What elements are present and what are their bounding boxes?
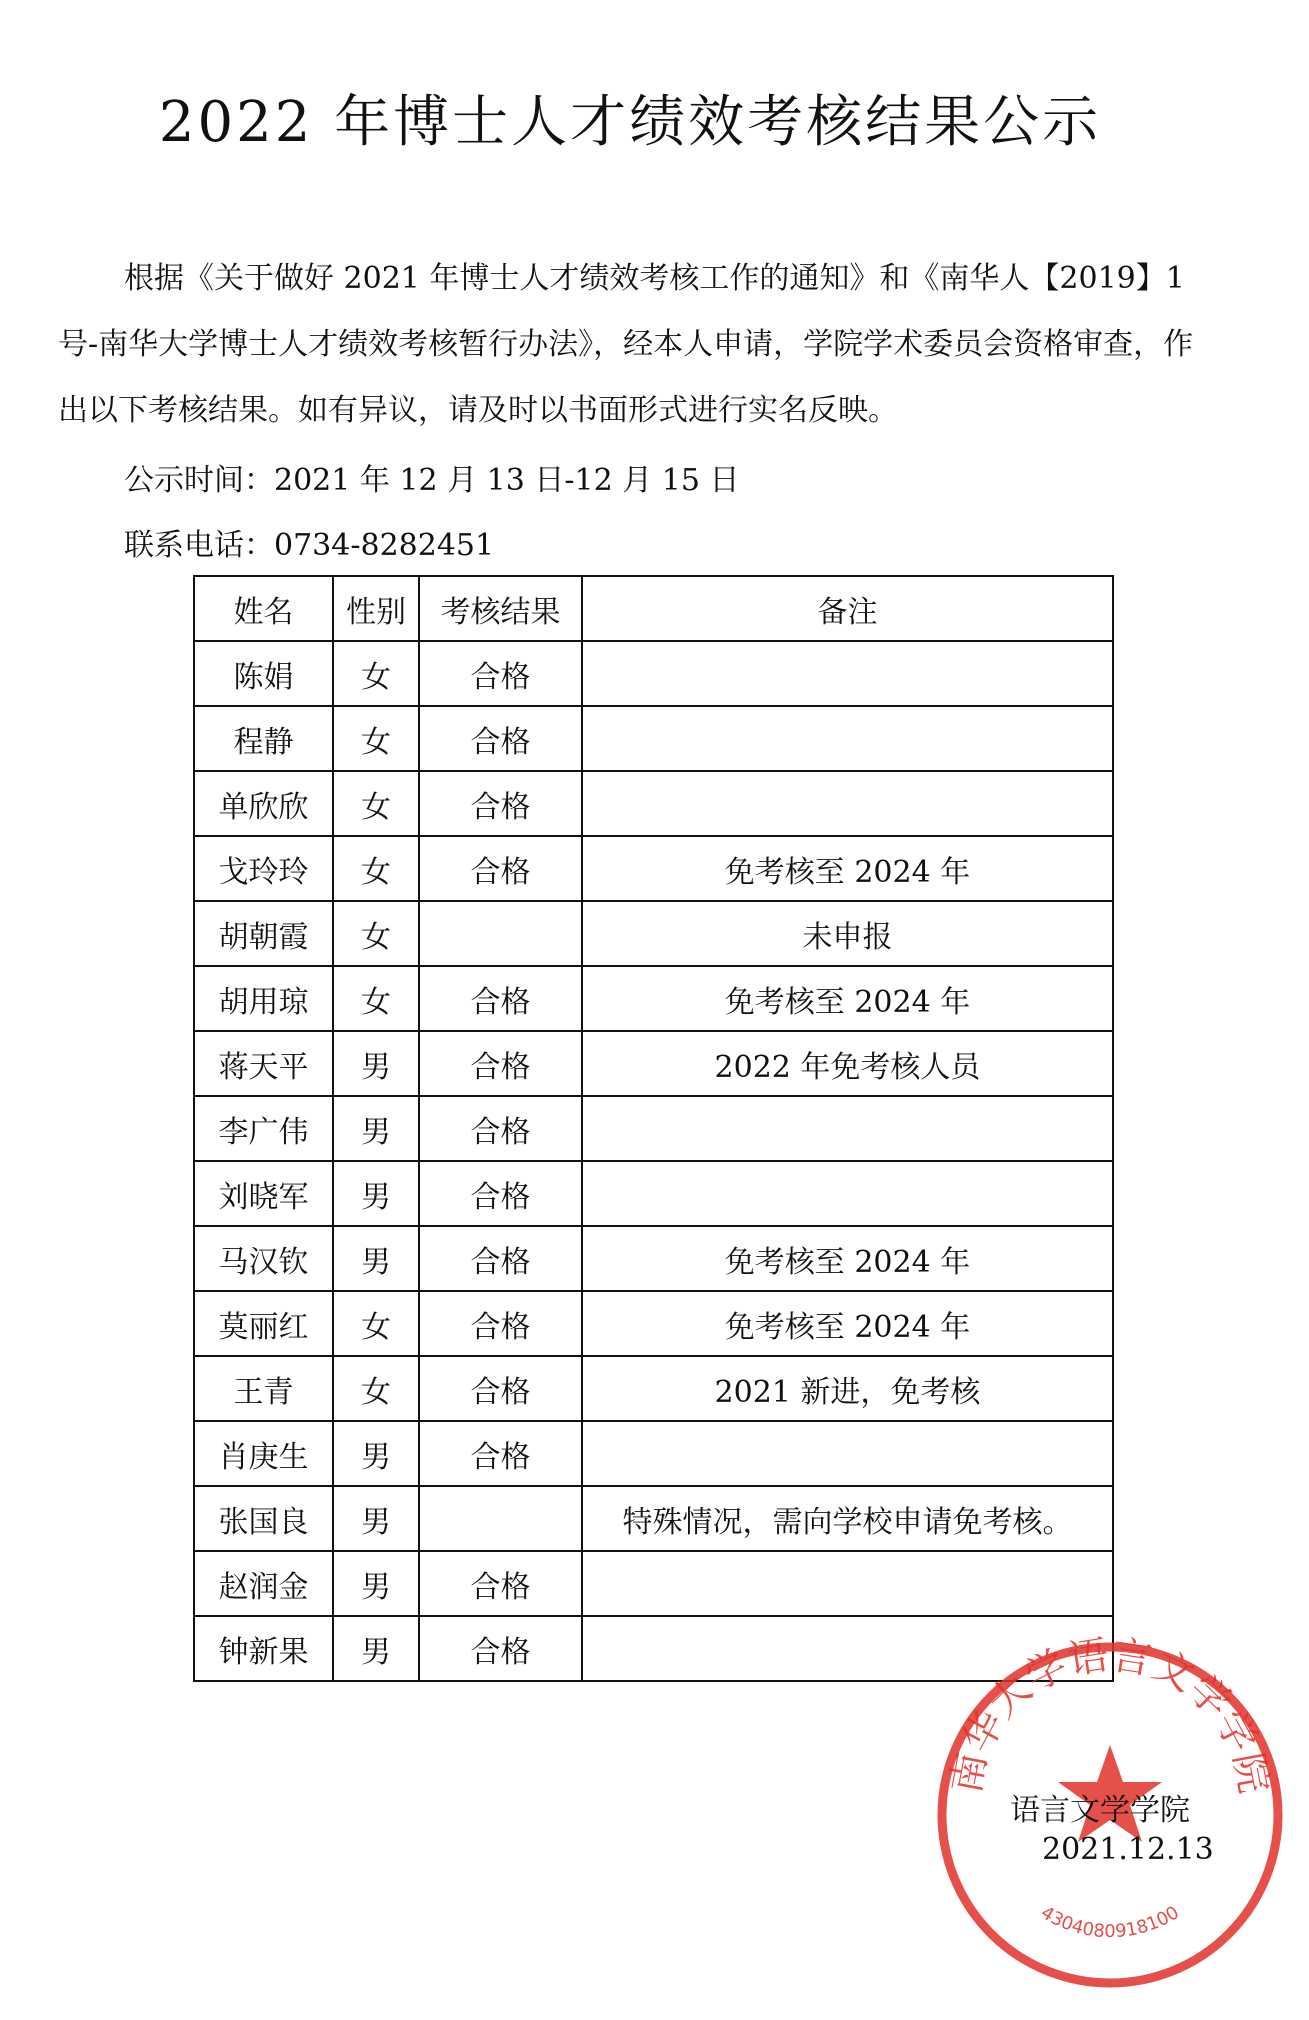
cell-gender: 女 (333, 966, 419, 1031)
table-row (194, 641, 1113, 706)
seal-code: 4304080918100 (1037, 1902, 1183, 1943)
seal-text: 南华大学语言文学学院 (943, 1632, 1277, 1797)
table-row (194, 1226, 1113, 1291)
cell-result: 合格 (419, 641, 582, 706)
cell-gender: 男 (333, 1226, 419, 1291)
header-remark: 备注 (582, 576, 1113, 641)
table-row (194, 836, 1113, 901)
cell-remark (582, 1551, 1113, 1616)
cell-remark (582, 1096, 1113, 1161)
cell-name: 李广伟 (194, 1096, 333, 1161)
contact-phone: 联系电话：0734-8282451 (124, 528, 495, 563)
document-title: 2022 年博士人才绩效考核结果公示 (158, 90, 1102, 155)
cell-gender: 女 (333, 836, 419, 901)
publicity-time: 公示时间：2021 年 12 月 13 日-12 月 15 日 (124, 463, 740, 498)
table-row (194, 1291, 1113, 1356)
cell-remark (582, 1421, 1113, 1486)
cell-remark (582, 641, 1113, 706)
cell-name: 莫丽红 (194, 1291, 333, 1356)
cell-remark (582, 1161, 1113, 1226)
cell-remark: 免考核至 2024 年 (582, 1291, 1113, 1356)
cell-gender: 男 (333, 1096, 419, 1161)
cell-result: 合格 (419, 1616, 582, 1681)
cell-remark (582, 706, 1113, 771)
cell-name: 陈娟 (194, 641, 333, 706)
cell-result: 合格 (419, 1226, 582, 1291)
table-row (194, 1161, 1113, 1226)
table-row (194, 1356, 1113, 1421)
body-text: 根据《关于做好 2021 年博士人才绩效考核工作的通知》和《南华人【2019】1 号-南华大学博士人才绩效考核暂行办法》，经本人申请，学院学术委员会资格审查，作出以下考核结果。如有异议，请及时以书面形式进行实名反映。 (58, 261, 1194, 428)
cell-name: 胡朝霞 (194, 901, 333, 966)
svg-text:4304080918100 (1037, 1902, 1183, 1942)
cell-name: 马汉钦 (194, 1226, 333, 1291)
cell-name: 赵润金 (194, 1551, 333, 1616)
cell-result: 合格 (419, 836, 582, 901)
body-paragraph (58, 246, 1213, 444)
cell-remark: 免考核至 2024 年 (582, 966, 1113, 1031)
cell-gender: 女 (333, 1291, 419, 1356)
cell-remark: 2022 年免考核人员 (582, 1031, 1113, 1096)
header-gender: 性别 (333, 576, 419, 641)
header-result: 考核结果 (419, 576, 582, 641)
cell-gender: 女 (333, 1356, 419, 1421)
cell-name: 程静 (194, 706, 333, 771)
cell-remark: 2021 新进，免考核 (582, 1356, 1113, 1421)
table-row (194, 966, 1113, 1031)
table-row (194, 1421, 1113, 1486)
cell-name: 胡用琼 (194, 966, 333, 1031)
table-body (194, 641, 1113, 1681)
cell-name: 王青 (194, 1356, 333, 1421)
cell-gender: 男 (333, 1031, 419, 1096)
cell-gender: 女 (333, 901, 419, 966)
cell-result (419, 901, 582, 966)
cell-gender: 男 (333, 1161, 419, 1226)
cell-remark (582, 771, 1113, 836)
cell-result: 合格 (419, 1291, 582, 1356)
cell-result: 合格 (419, 1096, 582, 1161)
cell-remark: 免考核至 2024 年 (582, 836, 1113, 901)
table-row (194, 901, 1113, 966)
cell-name: 刘晓军 (194, 1161, 333, 1226)
cell-name: 肖庚生 (194, 1421, 333, 1486)
cell-result: 合格 (419, 1161, 582, 1226)
results-table (193, 575, 1114, 1682)
cell-name: 张国良 (194, 1486, 333, 1551)
signature-org: 语言文学学院 (1010, 1793, 1190, 1828)
table-row (194, 706, 1113, 771)
cell-result: 合格 (419, 1356, 582, 1421)
cell-result: 合格 (419, 771, 582, 836)
cell-result: 合格 (419, 1551, 582, 1616)
cell-gender: 女 (333, 706, 419, 771)
cell-remark: 未申报 (582, 901, 1113, 966)
signature-date: 2021.12.13 (1042, 1832, 1214, 1867)
cell-result (419, 1486, 582, 1551)
table-row (194, 1096, 1113, 1161)
cell-gender: 男 (333, 1421, 419, 1486)
table-row (194, 1551, 1113, 1616)
cell-result: 合格 (419, 1031, 582, 1096)
cell-name: 单欣欣 (194, 771, 333, 836)
header-name: 姓名 (194, 576, 333, 641)
cell-name: 钟新果 (194, 1616, 333, 1681)
cell-gender: 女 (333, 641, 419, 706)
table-row (194, 771, 1113, 836)
table-header-row (194, 576, 1113, 641)
cell-gender: 男 (333, 1616, 419, 1681)
cell-gender: 男 (333, 1551, 419, 1616)
cell-remark: 免考核至 2024 年 (582, 1226, 1113, 1291)
cell-gender: 女 (333, 771, 419, 836)
cell-gender: 男 (333, 1486, 419, 1551)
cell-name: 蒋天平 (194, 1031, 333, 1096)
table-row (194, 1486, 1113, 1551)
cell-result: 合格 (419, 706, 582, 771)
table-row (194, 1031, 1113, 1096)
cell-result: 合格 (419, 1421, 582, 1486)
cell-name: 戈玲玲 (194, 836, 333, 901)
cell-remark: 特殊情况，需向学校申请免考核。 (582, 1486, 1113, 1551)
cell-result: 合格 (419, 966, 582, 1031)
